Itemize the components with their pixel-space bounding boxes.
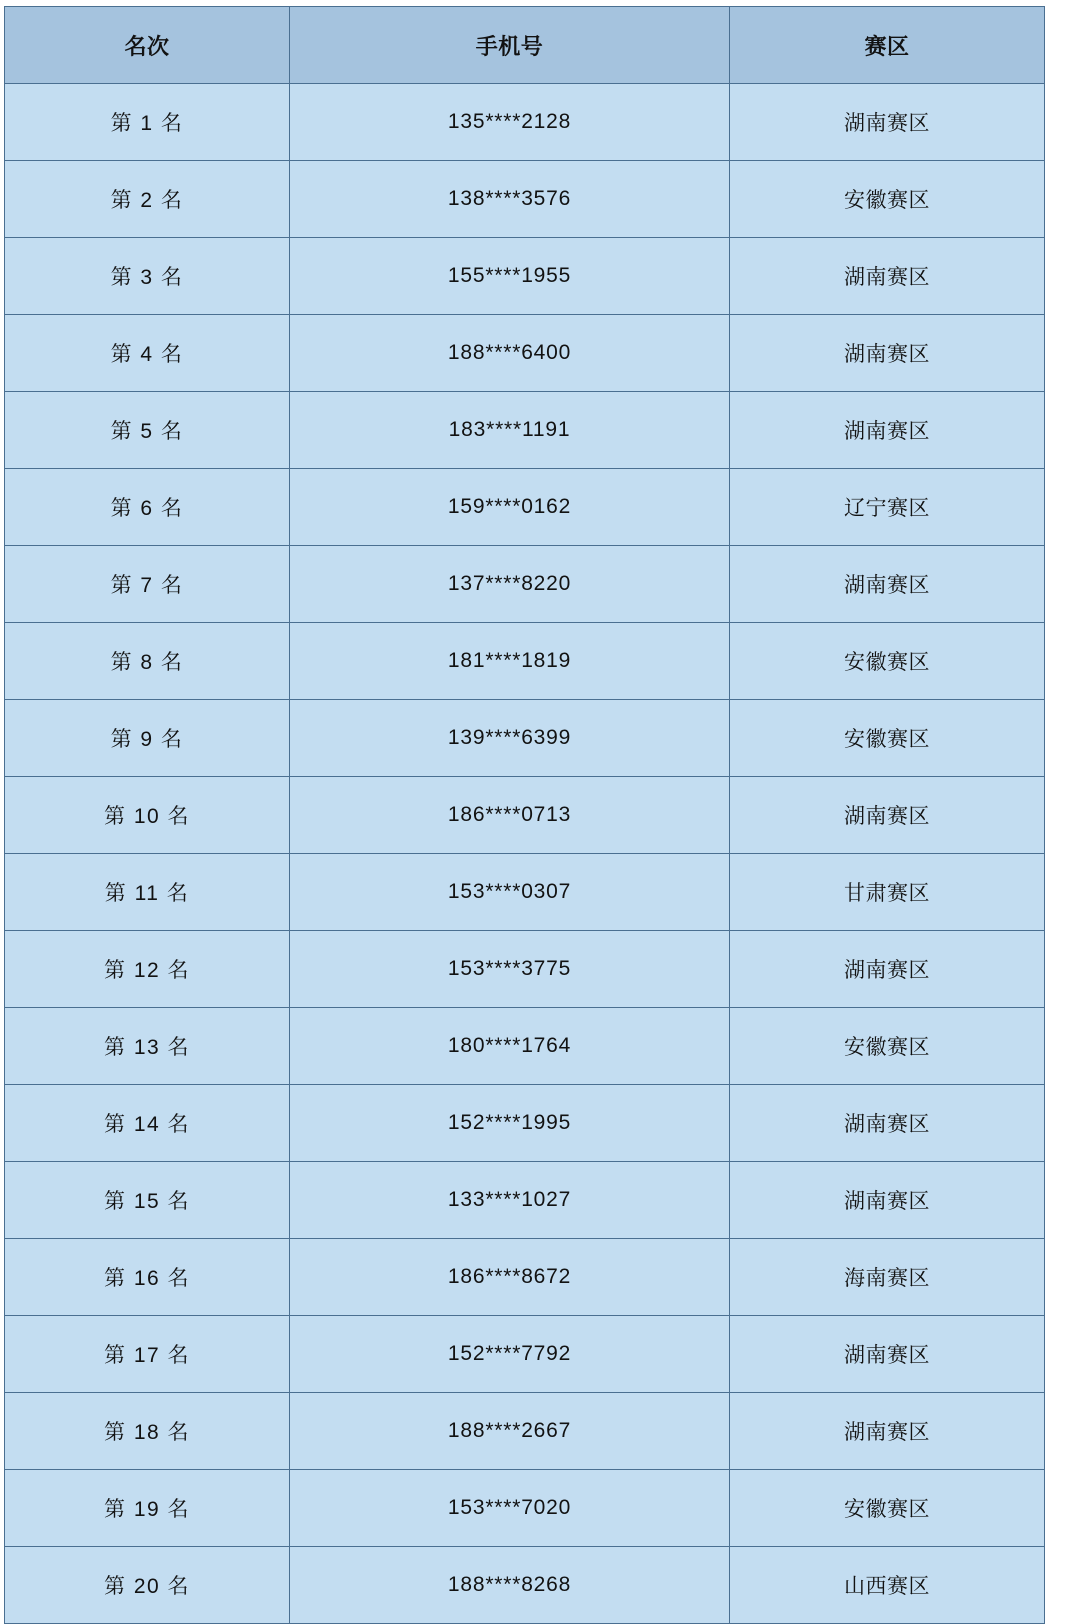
rank-cell: 第 13 名 xyxy=(5,1008,290,1085)
phone-cell: 180****1764 xyxy=(290,1008,730,1085)
phone-cell: 153****0307 xyxy=(290,854,730,931)
phone-cell: 188****6400 xyxy=(290,315,730,392)
phone-cell: 188****2667 xyxy=(290,1393,730,1470)
column-header-rank: 名次 xyxy=(5,7,290,84)
rank-cell: 第 1 名 xyxy=(5,84,290,161)
table-row xyxy=(5,238,1045,315)
rank-cell: 第 11 名 xyxy=(5,854,290,931)
zone-cell: 湖南赛区 xyxy=(730,1162,1045,1239)
table-row xyxy=(5,1316,1045,1393)
rank-cell: 第 12 名 xyxy=(5,931,290,1008)
rank-cell: 第 18 名 xyxy=(5,1393,290,1470)
zone-cell: 山西赛区 xyxy=(730,1547,1045,1624)
column-header-phone: 手机号 xyxy=(290,7,730,84)
table-row xyxy=(5,315,1045,392)
table-row xyxy=(5,931,1045,1008)
zone-cell: 安徽赛区 xyxy=(730,700,1045,777)
table-row xyxy=(5,161,1045,238)
zone-cell: 甘肃赛区 xyxy=(730,854,1045,931)
table-row xyxy=(5,1239,1045,1316)
table-row xyxy=(5,854,1045,931)
table-row xyxy=(5,1470,1045,1547)
zone-cell: 湖南赛区 xyxy=(730,1316,1045,1393)
table-row xyxy=(5,623,1045,700)
rank-cell: 第 15 名 xyxy=(5,1162,290,1239)
zone-cell: 安徽赛区 xyxy=(730,161,1045,238)
rank-cell: 第 19 名 xyxy=(5,1470,290,1547)
ranking-table xyxy=(4,6,1045,1624)
rank-cell: 第 7 名 xyxy=(5,546,290,623)
zone-cell: 湖南赛区 xyxy=(730,392,1045,469)
rank-cell: 第 10 名 xyxy=(5,777,290,854)
phone-cell: 138****3576 xyxy=(290,161,730,238)
phone-cell: 186****0713 xyxy=(290,777,730,854)
zone-cell: 湖南赛区 xyxy=(730,777,1045,854)
zone-cell: 安徽赛区 xyxy=(730,1470,1045,1547)
rank-cell: 第 3 名 xyxy=(5,238,290,315)
rank-cell: 第 20 名 xyxy=(5,1547,290,1624)
zone-cell: 安徽赛区 xyxy=(730,623,1045,700)
phone-cell: 159****0162 xyxy=(290,469,730,546)
zone-cell: 海南赛区 xyxy=(730,1239,1045,1316)
rank-cell: 第 4 名 xyxy=(5,315,290,392)
table-row xyxy=(5,777,1045,854)
table-row xyxy=(5,469,1045,546)
zone-cell: 湖南赛区 xyxy=(730,84,1045,161)
rank-cell: 第 16 名 xyxy=(5,1239,290,1316)
phone-cell: 133****1027 xyxy=(290,1162,730,1239)
rank-cell: 第 6 名 xyxy=(5,469,290,546)
phone-cell: 139****6399 xyxy=(290,700,730,777)
table-row xyxy=(5,700,1045,777)
table-row xyxy=(5,546,1045,623)
zone-cell: 湖南赛区 xyxy=(730,931,1045,1008)
phone-cell: 153****7020 xyxy=(290,1470,730,1547)
rank-cell: 第 14 名 xyxy=(5,1085,290,1162)
phone-cell: 188****8268 xyxy=(290,1547,730,1624)
zone-cell: 安徽赛区 xyxy=(730,1008,1045,1085)
rank-cell: 第 2 名 xyxy=(5,161,290,238)
phone-cell: 135****2128 xyxy=(290,84,730,161)
rank-cell: 第 8 名 xyxy=(5,623,290,700)
column-header-zone: 赛区 xyxy=(730,7,1045,84)
phone-cell: 183****1191 xyxy=(290,392,730,469)
table-header-row xyxy=(5,7,1045,84)
table-row xyxy=(5,1393,1045,1470)
phone-cell: 181****1819 xyxy=(290,623,730,700)
table-row xyxy=(5,1008,1045,1085)
zone-cell: 湖南赛区 xyxy=(730,238,1045,315)
zone-cell: 湖南赛区 xyxy=(730,546,1045,623)
phone-cell: 137****8220 xyxy=(290,546,730,623)
zone-cell: 湖南赛区 xyxy=(730,1393,1045,1470)
zone-cell: 辽宁赛区 xyxy=(730,469,1045,546)
table-row xyxy=(5,84,1045,161)
phone-cell: 152****7792 xyxy=(290,1316,730,1393)
rank-cell: 第 17 名 xyxy=(5,1316,290,1393)
phone-cell: 186****8672 xyxy=(290,1239,730,1316)
table-row xyxy=(5,1162,1045,1239)
table-row xyxy=(5,1085,1045,1162)
zone-cell: 湖南赛区 xyxy=(730,315,1045,392)
table-body xyxy=(5,84,1045,1624)
zone-cell: 湖南赛区 xyxy=(730,1085,1045,1162)
table-row xyxy=(5,1547,1045,1624)
table-header xyxy=(5,7,1045,84)
phone-cell: 155****1955 xyxy=(290,238,730,315)
phone-cell: 152****1995 xyxy=(290,1085,730,1162)
rank-cell: 第 9 名 xyxy=(5,700,290,777)
phone-cell: 153****3775 xyxy=(290,931,730,1008)
rank-cell: 第 5 名 xyxy=(5,392,290,469)
table-row xyxy=(5,392,1045,469)
